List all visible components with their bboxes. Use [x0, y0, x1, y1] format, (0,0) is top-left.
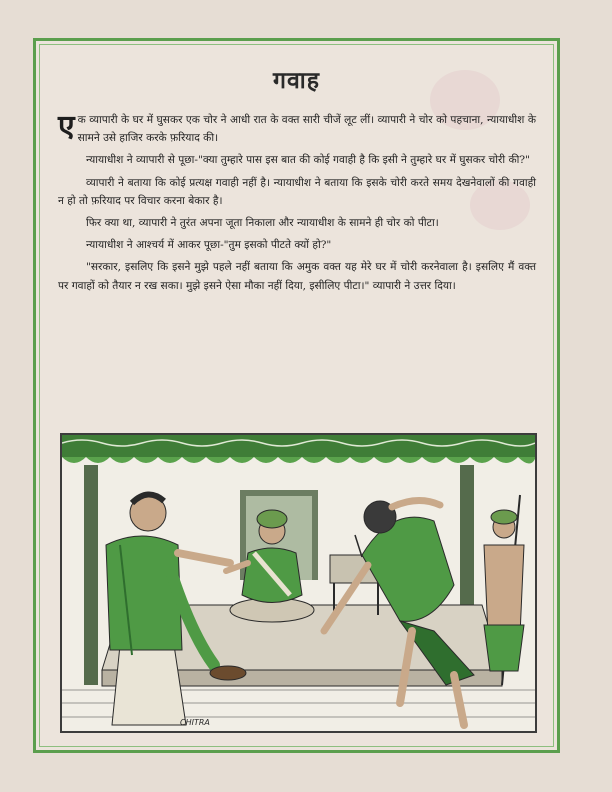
story-title: गवाह	[273, 67, 320, 94]
story-paragraph	[58, 111, 536, 147]
paragraph-text: क व्यापारी के घर में घुसकर एक चोर ने आधी रात के वक्त सारी चीजें लूट लीं। व्यापारी ने चोर को पहचाना, न्यायाधीश के सामने उसे हाजिर करके फ़रियाद की।	[77, 114, 536, 145]
story-paragraph: "सरकार, इसलिए कि इसने मुझे पहले नहीं बताया कि अमुक वक्त यह मेरे घर में चोरी करनेवाला है। इसलिए मैं वक्त पर गवाहों को तैयार न रख सका। मुझे इसने ऐसा मौका नहीं दिया, इसीलिए पीटा।" व्यापारी ने उत्तर दिया।	[58, 261, 536, 292]
shoe-in-hand	[210, 666, 246, 680]
drop-cap: ए	[58, 109, 75, 144]
story-illustration	[60, 433, 537, 733]
story-paragraph: न्यायाधीश ने आश्चर्य में आकर पूछा-"तुम इसको पीटते क्यों हो?"	[86, 239, 332, 252]
pillar-left	[84, 465, 98, 685]
story-paragraph: फिर क्या था, व्यापारी ने तुरंत अपना जूता निकाला और न्यायाधीश के सामने ही चोर को पीटा।	[86, 217, 439, 230]
artist-signature: CHITRA	[180, 718, 210, 727]
story-paragraph: व्यापारी ने बताया कि कोई प्रत्यक्ष गवाही नहीं है। न्यायाधीश ने बताया कि इसके चोरी करते समय देखनेवालों की गवाही न हो तो फ़रियाद पर विचार करना बेकार है।	[58, 176, 536, 207]
story-paragraph: न्यायाधीश ने व्यापारी से पूछा-"क्या तुम्हारे पास इस बात की कोई गवाही है कि इसी ने तुम्हारे घर में घुसकर चोरी की?"	[86, 154, 530, 167]
story-frame	[33, 38, 560, 753]
story-text	[58, 111, 536, 299]
court-scene	[62, 435, 535, 731]
